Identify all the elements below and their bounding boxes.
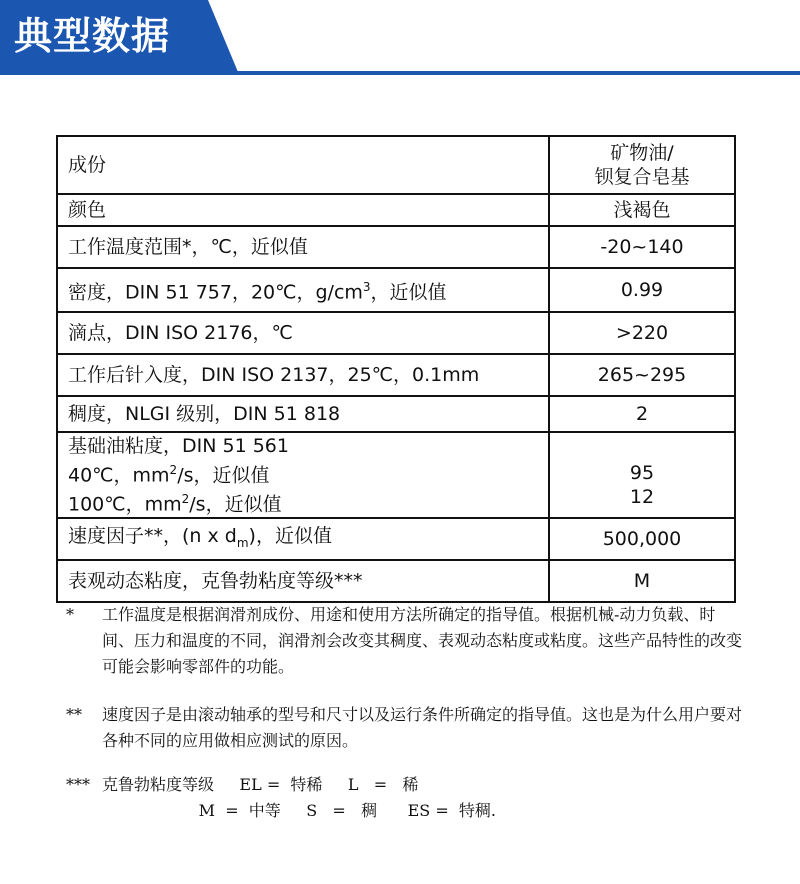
row-label: 密度，DIN 51 757，20℃，$g/cm^3$，近似值 [57, 268, 549, 312]
row-value [549, 136, 735, 194]
viscosity-grade-line: M = 中等 S = 稠 ES = 特稠. [102, 801, 496, 820]
table-row [57, 312, 735, 354]
table-row [57, 396, 735, 432]
table-row [57, 268, 735, 312]
typical-data-table [56, 135, 736, 603]
section-title: 典型数据 [14, 14, 171, 58]
viscosity-grade-line: 克鲁勃粘度等级 EL = 特稀 L = 稀 [102, 775, 419, 794]
label-line: 40℃，$mm^2/s$，近似值 [68, 462, 270, 486]
row-label: 速度因子**，(n x $d_m$)，近似值 [57, 518, 549, 560]
row-label: 工作温度范围*，℃，近似值 [57, 226, 549, 268]
footnotes [64, 602, 744, 824]
row-value: >220 [549, 312, 735, 354]
table-row [57, 194, 735, 226]
footnote-text: 工作温度是根据润滑剂成份、用途和使用方法所确定的指导值。根据机械-动力负载、时间、压力和温度的不同，润滑剂会改变其稠度、表观动态粘度或粘度。这些产品特性的改变可能会影响零部件的功能。 [102, 605, 743, 676]
value-line: 95 [629, 462, 655, 484]
row-value: 浅褐色 [549, 194, 735, 226]
row-label: 滴点，DIN ISO 2176，℃ [57, 312, 549, 354]
row-label: 稠度，NLGI 级别，DIN 51 818 [57, 396, 549, 432]
row-value: 265~295 [549, 354, 735, 396]
section-banner [0, 0, 800, 76]
footnote-text: 速度因子是由滚动轴承的型号和尺寸以及运行条件所确定的指导值。这也是为什么用户要对各种不同的应用做相应测试的原因。 [102, 705, 743, 750]
footnote-1 [64, 602, 744, 680]
banner-underline [0, 71, 800, 75]
footnote-2 [64, 702, 744, 754]
row-label: 颜色 [57, 194, 549, 226]
footnote-mark: *** [66, 775, 90, 794]
row-value: M [549, 560, 735, 602]
value-line: 12 [629, 486, 655, 508]
footnote-mark: * [66, 605, 74, 624]
table-row [57, 226, 735, 268]
row-label [57, 432, 549, 518]
footnote-3 [64, 772, 744, 824]
table-row [57, 560, 735, 602]
label-line: 100℃，$mm^2/s$，近似值 [68, 492, 282, 516]
row-value: 2 [549, 396, 735, 432]
row-value: 500,000 [549, 518, 735, 560]
table-row [57, 432, 735, 518]
footnote-mark: ** [66, 705, 82, 724]
table-row [57, 136, 735, 194]
row-label: 成份 [57, 136, 549, 194]
row-value: 0.99 [549, 268, 735, 312]
table-row [57, 354, 735, 396]
label-line: 基础油粘度，DIN 51 561 [68, 434, 289, 457]
row-label: 工作后针入度，DIN ISO 2137，25℃，0.1mm [57, 354, 549, 396]
row-label: 表观动态粘度，克鲁勃粘度等级*** [57, 560, 549, 602]
row-value: -20~140 [549, 226, 735, 268]
value-line: 矿物油/ [610, 142, 674, 164]
row-value [549, 432, 735, 518]
value-line: 钡复合皂基 [594, 166, 690, 188]
table-row [57, 518, 735, 560]
